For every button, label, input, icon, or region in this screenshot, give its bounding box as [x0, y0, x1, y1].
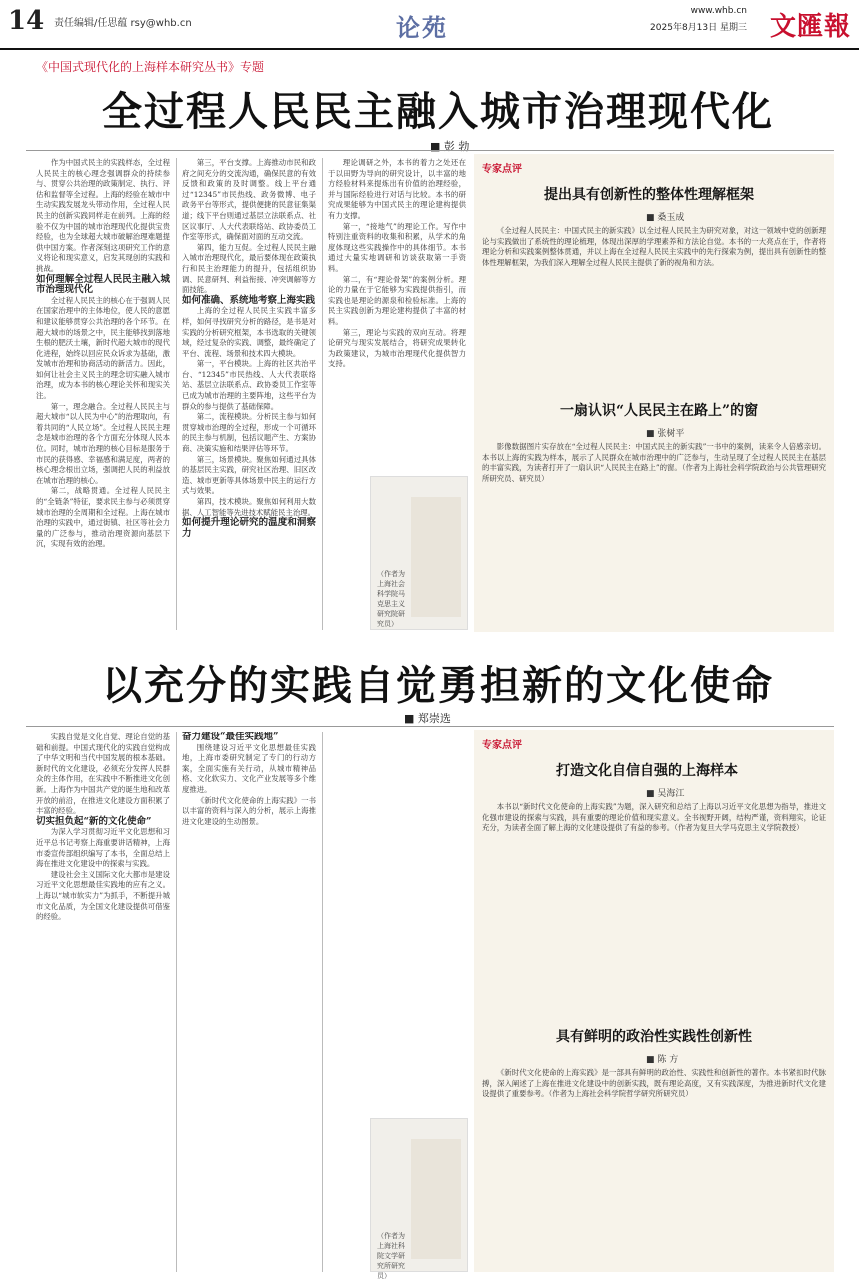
paragraph: 《全过程人民民主：中国式民主的新实践》以全过程人民民主为研究对象，对这一领域中党的创新理论与实践做出了系统性的理论梳理，体现出深厚的学理素养和方法论自觉。本书的一大亮点在于，作者将理论分析和实践案例整体贯通，并以上海在全过程人民民主实践中的先行探索为例，提出具有创新性的整体性理解框架，为我们深入理解全过程人民民主提供了新的视角和方法。: [482, 226, 826, 267]
sidebar-1-body: [482, 226, 826, 386]
sidebar-2-title: 一扇认识“人民民主在路上”的窗: [560, 403, 759, 419]
sidebar-box-2: [474, 730, 834, 1272]
author-article-1: ■ 彭 勃: [430, 140, 470, 153]
sidebar-box-1: [474, 154, 834, 632]
article-1-column-1: [36, 158, 170, 630]
sidebar-1-author: ■ 桑玉成: [646, 213, 685, 223]
sidebar-4-body: [482, 1068, 826, 1264]
masthead-logo: 文匯報: [769, 12, 851, 42]
paragraph: 第三，理论与实践的双向互动。将理论研究与现实发展结合，将研究成果转化为政策建议，为城市治理现代化提供智力支持。: [328, 327, 466, 369]
subhead: 如何理解全过程人民民主融入城市治理现代化: [36, 273, 170, 296]
subhead: 奋力建设“最佳实践地”: [182, 732, 279, 742]
sidebar-2-body: [482, 442, 826, 626]
subhead: 切实担负起“新的文化使命”: [36, 815, 152, 827]
paragraph: 本书以“新时代文化使命的上海实践”为题，深入研究和总结了上海以习近平文化思想为指导，推进文化强市建设的探索与实践，具有重要的理论价值和现实意义。全书视野开阔，结构严谨，资料翔实，论证充分，为读者全面了解上海的文化建设提供了有益的参考。（作者为复旦大学马克思主义学院教授）: [482, 802, 826, 833]
article-1-column-2: [182, 158, 316, 630]
book-image: [411, 1139, 461, 1259]
paragraph: 第三，场景模块。聚焦如何通过具体的基层民主实践，研究社区治理、旧区改造、城市更新等具体场景中民主的运行方式与效果。: [182, 454, 316, 496]
author-article-2: ■ 郑崇选: [404, 712, 451, 725]
book-image: [411, 497, 461, 617]
sidebar-4-title: 具有鲜明的政治性实践性创新性: [556, 1029, 752, 1045]
book-caption: （作者为上海社会科学院马克思主义研究院研究员）: [377, 570, 405, 628]
paragraph: 第三，平台支撑。上海推动市民和政府之间充分的交流沟通，确保民意的有效反馈和政策的及时调整。线上平台通过“12345”市民热线、政务微博、电子政务平台等形式，提供便捷的民意征集渠道；线下平台则通过基层立法联系点、社区议事厅、人大代表联络站、政协委员工作室等形式，确保面对面的互动交流。: [182, 158, 316, 242]
site-url[interactable]: www.whb.cn: [690, 6, 747, 16]
article-2-column-1: [36, 732, 170, 1272]
expert-tag: 专家点评: [482, 164, 522, 175]
sidebar-3-body: [482, 802, 826, 1012]
paragraph: 第四，技术模块。聚焦如何利用大数据、人工智能等先进技术赋能民主治理。: [182, 497, 316, 517]
sidebar-2-author: ■ 张树平: [646, 429, 685, 439]
paragraph: 建设社会主义国际文化大都市是建设习近平文化思想最佳实践地的应有之义。上海以“城市软实力”为抓手，不断提升城市文化品质，为全国文化建设提供可借鉴的经验。: [36, 869, 170, 922]
sidebar-4-author: ■ 陈 方: [646, 1055, 679, 1065]
divider-middle: [26, 726, 834, 727]
paragraph: 理论调研之外，本书的着力之处还在于以田野为导向的研究设计，以丰富的地方经验材料来提炼出有价值的治理经验，并与国际经验进行对话与比较。本书的研究成果能够为中国式民主的理论建构提供有力支撑。: [328, 158, 466, 220]
sidebar-3-author: ■ 吴海江: [646, 789, 685, 799]
paragraph: 作为中国式民主的实践样态，全过程人民民主的核心理念强调群众的持续参与、贯穿公共治理的政策制定、执行、评估和监督等全过程。上海的经验在城市中生动实践发展龙头带动作用，全过程人民民主的创新实践同样走在前列。上海的经验不仅为中国的城市治理现代化提供宝贵经验，也为全球超大城市破解治理难题提供中国方案。作者深刻这项研究工作的意义将论和现实意义，启发其现创的实践和挑战。: [36, 158, 170, 273]
book-cover-2: [370, 1118, 468, 1280]
paragraph: 第一，“接地气”的理论工作。写作中特别注重资料的收集和积累，从学术的角度体现这些实践操作中的具体细节。本书通过大量实地调研和访谈获取第一手资料。: [328, 221, 466, 273]
issue-date: 2025年8月13日 星期三: [650, 23, 747, 33]
sidebar-1-title: 提出具有创新性的整体性理解框架: [544, 187, 754, 203]
article-2-column-2: [182, 732, 316, 1272]
subhead: 如何准确、系统地考察上海实践: [182, 294, 316, 306]
headline-article-1: 全过程人民民主融入城市治理现代化: [102, 89, 774, 135]
editor-line: 责任编辑/任思蕴 rsy@whb.cn: [54, 18, 192, 29]
paragraph: 实践自觉是文化自觉、理论自觉的基础和前提。中国式现代化的实践自觉构成了中华文明和当代中国发展的根本基础。新时代的文化建设，必须充分发挥人民群众的主体作用，在实践中不断推进文化创新。上海作为中国共产党的诞生地和改革开放的前沿，在推进文化建设方面积累了丰富的经验。: [36, 732, 170, 816]
sidebar-3-title: 打造文化自信自强的上海样本: [556, 763, 738, 779]
book-cover-1: [370, 476, 468, 630]
column-rule: [176, 158, 177, 630]
paragraph: 第一，平台模块。上海的社区共治平台、“12345”市民热线、人大代表联络站、基层立法联系点、政协委员工作室等已成为城市治理的主要阵地，这些平台为群众的参与提供了基础保障。: [182, 359, 316, 411]
paragraph: 上海的全过程人民民主实践丰富多样，如何寻找研究分析的路径，是书是对实践的分析研究框架，本书选取的关键领域，经过复杂的实践、调整，最终确定了平台、流程、场景和技术四大模块。: [182, 306, 316, 358]
paragraph: 《新时代文化使命的上海实践》是一部具有鲜明的政治性、实践性和创新性的著作。本书紧扣时代脉搏，深入阐述了上海在推进文化建设中的创新实践，既有理论高度，又有实践深度，为推进新时代文化建设提供了重要参考。（作者为上海社会科学院哲学研究所研究员）: [482, 1068, 826, 1099]
divider-top: [26, 150, 834, 151]
article-1-column-3: [328, 158, 466, 470]
page-number: 14: [8, 6, 45, 36]
topic-tag: 《中国式现代化的上海样本研究丛书》专题: [36, 60, 265, 74]
subhead: 如何提升理论研究的温度和洞察力: [182, 517, 316, 539]
column-rule: [322, 732, 323, 1272]
paragraph: 第二，有“理论骨架”的案例分析。理论的力量在于它能够为实践提供指引，而实践也是理论的源泉和检验标准。上海的民主实践创新为理论建构提供了丰富的材料。: [328, 274, 466, 326]
paragraph: 第一，理念融合。全过程人民民主与超大城市“以人民为中心”的治理取向，有着共同的“人民立场”。全过程人民民主理念是城市治理的各个方面充分体现人民本位。同时，城市治理的核心目标是服务于市民的获得感、幸福感和满足度，两者的核心理念根出立场，强调把人民的利益放在城市治理的核心。: [36, 401, 170, 485]
expert-tag: 专家点评: [482, 740, 522, 751]
book-caption: （作者为上海社科院文学研究所研究员）: [377, 1232, 405, 1280]
column-rule: [176, 732, 177, 1272]
paragraph: 第二，战略贯通。全过程人民民主的“全链条”特征，要求民主参与必须贯穿城市治理的全周期和全过程。上海在城市治理的实践中，通过街镇、社区等社会力量的广泛参与，推动治理资源向基层下沉，实现有效的治理。: [36, 486, 170, 549]
paragraph: 第四，能力互促。全过程人民民主融入城市治理现代化，最后要体现在政策执行和民主治理能力的提升，包括组织协调、民意研判、利益衔接、冲突调解等方面技能。: [182, 242, 316, 295]
section-title: 论苑: [396, 13, 448, 42]
paragraph: 第二，流程模块。分析民主参与如何贯穿城市治理的全过程，形成一个可循环的民主参与机制，包括议题产生、方案协商、决策实施和结果评估等环节。: [182, 412, 316, 454]
paragraph: 影像数据图片实存放在“全过程人民民主：中国式民主的新实践”一书中的案例，读来令人倍感亲切。本书以上海的实践为样本，展示了人民群众在城市治理中的广泛参与，生动呈现了全过程人民民主在基层的丰富实践，为读者打开了一扇认识“人民民主在路上”的窗。（作者为上海社会科学院政治与公共管理研究所研究员、研究员）: [482, 442, 826, 483]
paragraph: 围绕建设习近平文化思想最佳实践地，上海市委研究制定了专门的行动方案，全面实施有关行动，从城市精神品格、文化软实力、文化产业发展等多个维度推进。: [182, 742, 316, 794]
paragraph: 《新时代文化使命的上海实践》一书以丰富的资料与深入的分析，展示上海推进文化建设的生动图景。: [182, 795, 316, 826]
paragraph: 全过程人民民主的核心在于强调人民在国家治理中的主体地位，使人民的意愿和建议能够贯穿公共治理的各个环节。在超大城市的场景之中，民主能够找到落地生根的肥沃土壤，新时代超大城市的现代化进程，始终以回应民众诉求为基础，激发城市治理和协商活动的新活力。因此，如何让社会主义民主的理念切实融入城市治理，成为本书的核心理论关怀和现实关注。: [36, 295, 170, 401]
headline-article-2: 以充分的实践自觉勇担新的文化使命: [102, 663, 774, 709]
column-rule: [322, 158, 323, 630]
paragraph: 为深入学习贯彻习近平文化思想和习近平总书记考察上海重要讲话精神，上海市委宣传部组织编写了本书，全面总结上海在推进文化建设中的探索与实践。: [36, 827, 170, 869]
